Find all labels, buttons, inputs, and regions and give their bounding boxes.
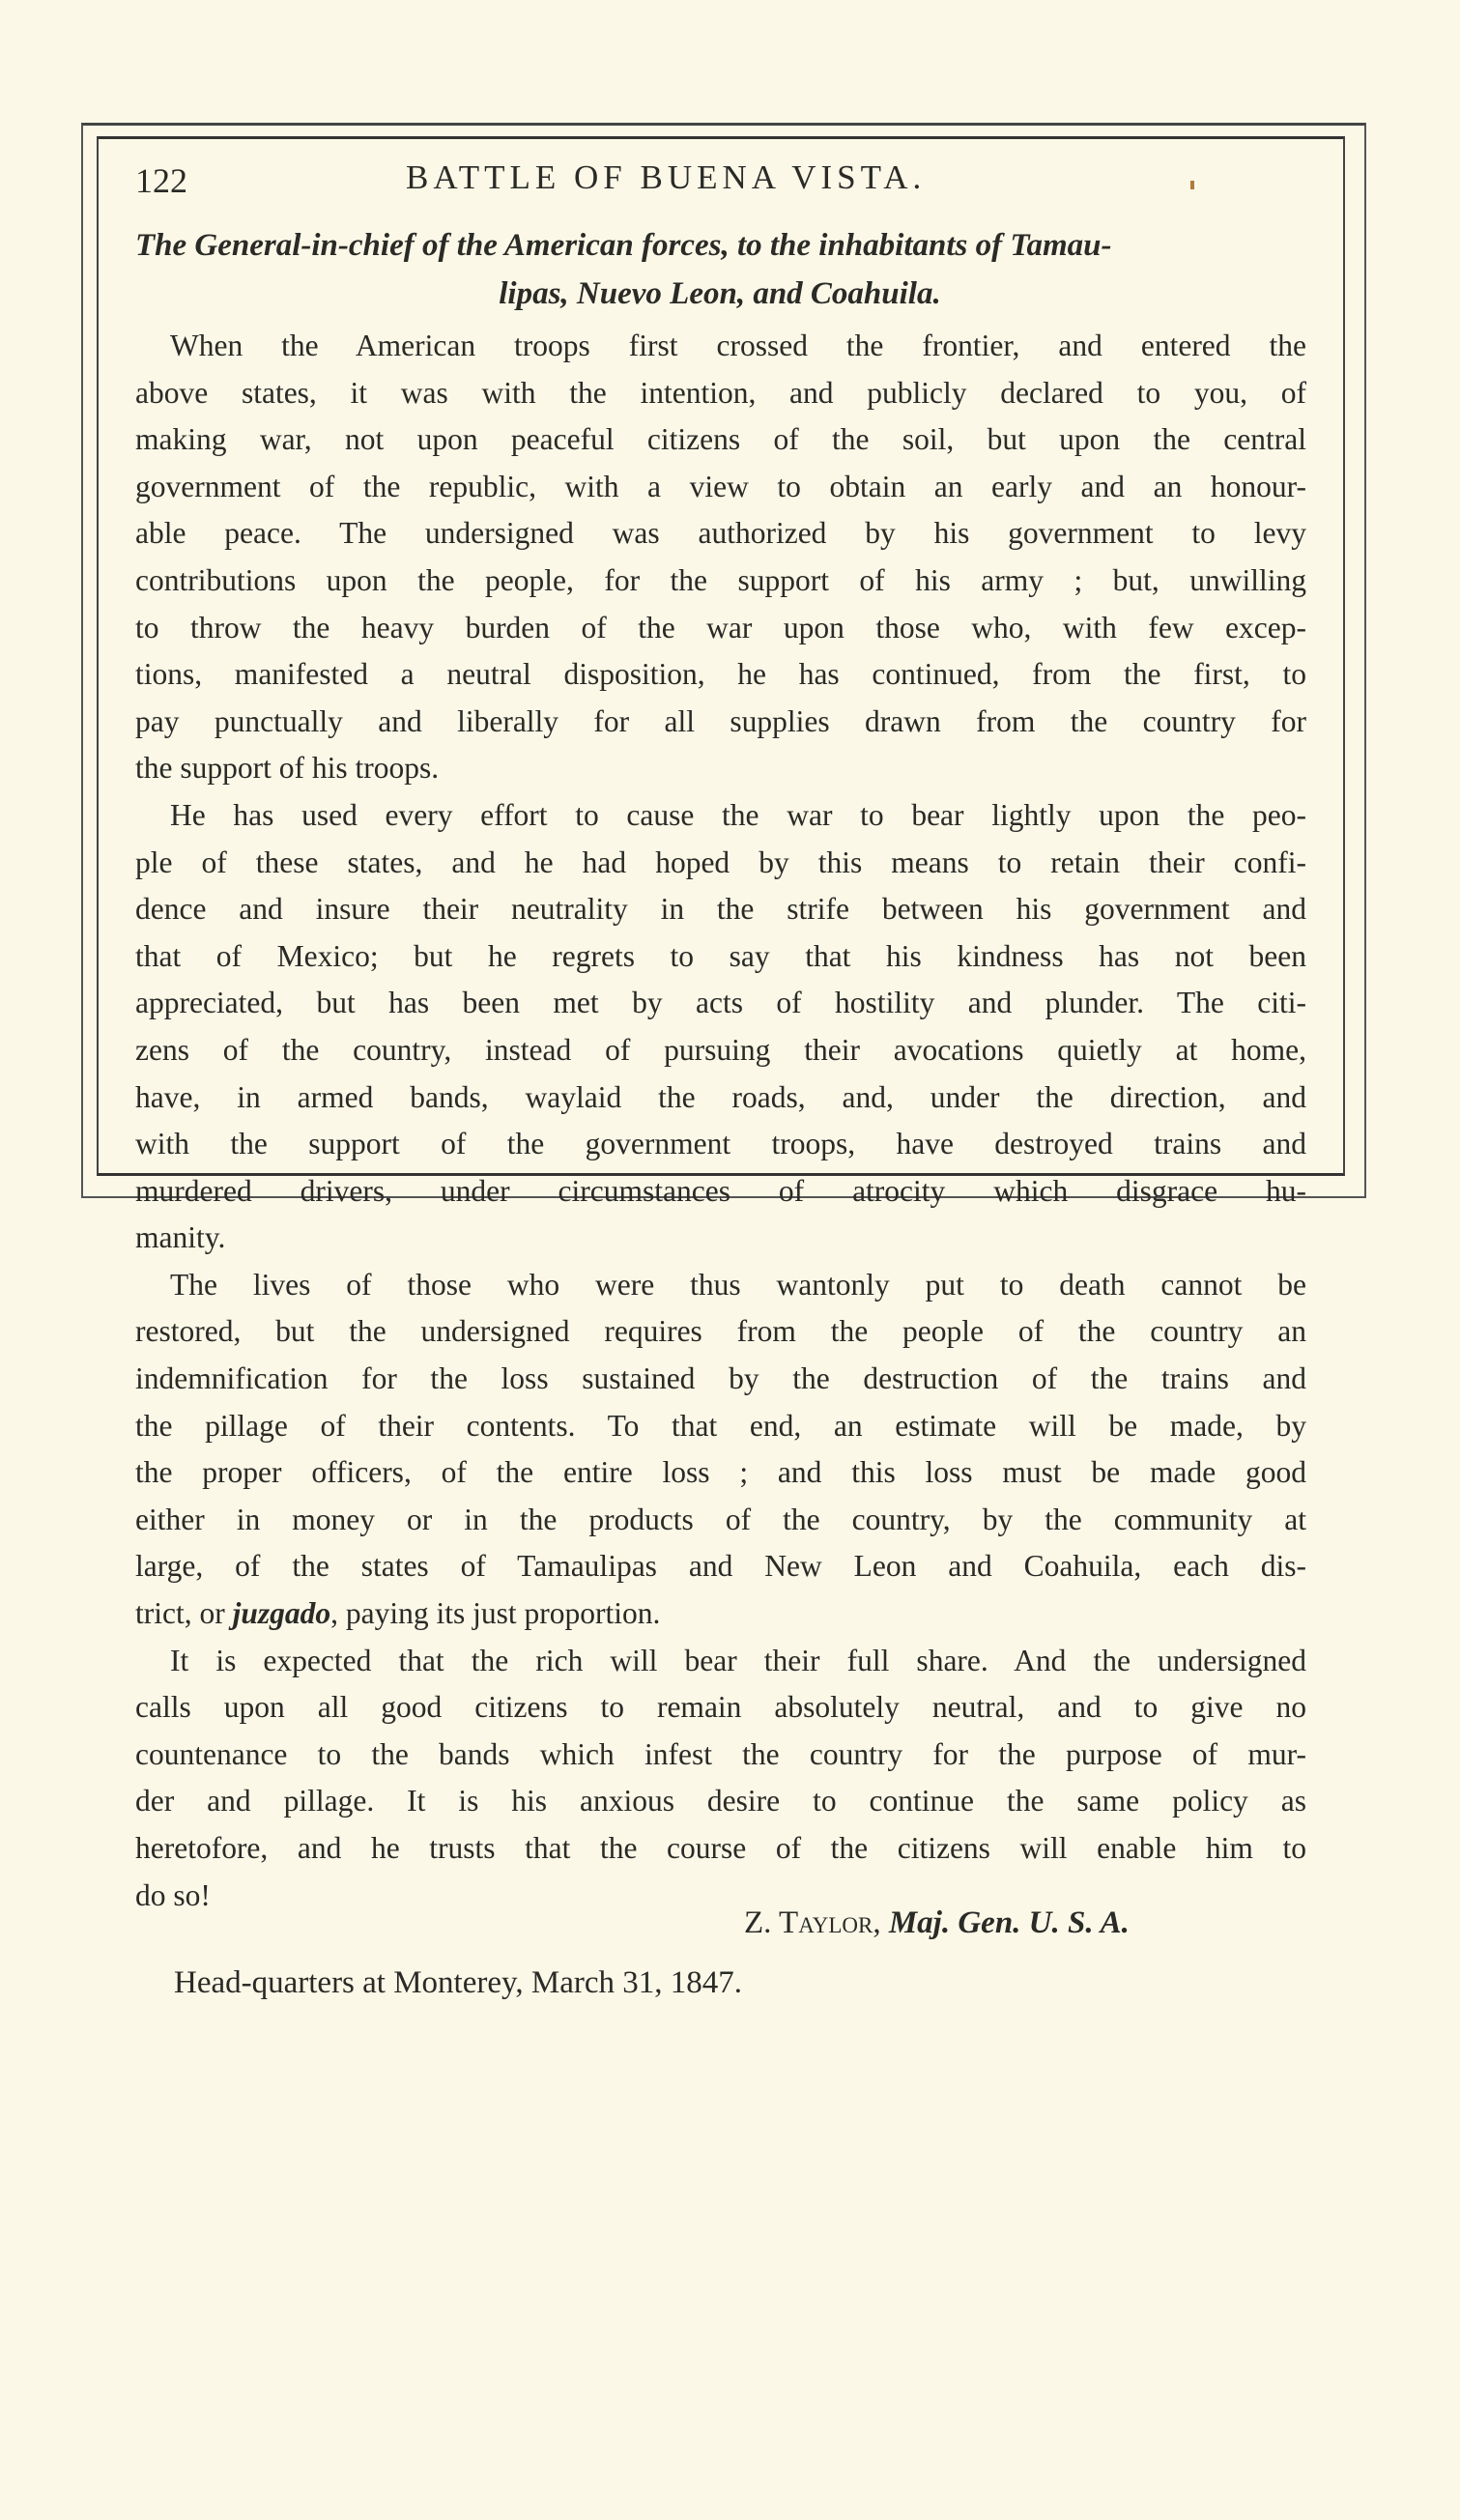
text-line: government of the republic, with a view to obtain an early and an honour- [135,469,1306,503]
signature [744,1905,1130,1941]
text-line: When the American troops first crossed the frontier, and entered the [170,329,1306,362]
text-line: the pillage of their contents. To that end, an estimate will be made, by [135,1408,1306,1443]
italic-term: juzgado [232,1596,331,1631]
text-line: ple of these states, and he had hoped by this means to retain their confi- [135,845,1306,879]
text-line: have, in armed bands, waylaid the roads, and, under the direction, and [135,1079,1306,1114]
text-line: restored, but the undersigned requires from the people of the country an [135,1314,1306,1349]
proclamation-title-line-2: lipas, Nuevo Leon, and Coahuila. [499,276,941,311]
text-line: do so! [135,1877,211,1912]
text-line: appreciated, but has been met by acts of hostility and plunder. The citi- [135,986,1306,1020]
proclamation-body [135,323,1306,1919]
text-line: pay punctually and liberally for all supplies drawn from the country for [135,703,1306,738]
ink-speck [1190,181,1194,189]
text-line: It is expected that the rich will bear their full share. And the undersigned [170,1643,1306,1677]
running-head: BATTLE OF BUENA VISTA. [406,158,927,196]
proclamation-title-line-1: The General-in-chief of the American forces, to the inhabitants of Tamau- [135,228,1112,263]
text-line: murdered drivers, under circumstances of atrocity which disgrace hu- [135,1173,1306,1208]
text-line: countenance to the bands which infest the country for the purpose of mur- [135,1736,1306,1771]
signature-rank: Maj. Gen. U. S. A. [888,1905,1130,1940]
text-line: the proper officers, of the entire loss ; and this loss must be made good [135,1455,1306,1490]
text-line: He has used every effort to cause the war to bear lightly upon the peo- [170,797,1306,832]
text-line: dence and insure their neutrality in the strife between his government and [135,892,1306,927]
text-line: The lives of those who were thus wantonly put to death cannot be [170,1267,1306,1302]
text-line: with the support of the government troops, have destroyed trains and [135,1127,1306,1161]
dateline: Head-quarters at Monterey, March 31, 1847. [174,1965,742,2000]
text-line: the support of his troops. [135,751,440,786]
text-line: calls upon all good citizens to remain absolutely neutral, and to give no [135,1690,1306,1725]
text-line: tions, manifested a neutral disposition, he has continued, from the first, to [135,657,1306,692]
text-line: either in money or in the products of the country, by the community at [135,1502,1306,1536]
text-line: that of Mexico; but he regrets to say that his kindness has not been [135,938,1306,973]
text-line: der and pillage. It is his anxious desire to continue the same policy as [135,1784,1306,1818]
text-line: heretofore, and he trusts that the course of the citizens will enable him to [135,1831,1306,1865]
text-line: indemnification for the loss sustained by the destruction of the trains and [135,1361,1306,1396]
text-line: making war, not upon peaceful citizens of the soil, but upon the central [135,422,1306,457]
text-line: large, of the states of Tamaulipas and New Leon and Coahuila, each dis- [135,1549,1306,1584]
text-line: contributions upon the people, for the support of his army ; but, unwilling [135,562,1306,597]
page-number: 122 [135,161,187,200]
text-line: trict, or juzgado, paying its just proportion. [135,1596,661,1631]
text-line: zens of the country, instead of pursuing their avocations quietly at home, [135,1032,1306,1067]
text-line: to throw the heavy burden of the war upon those who, with few excep- [135,610,1306,644]
text-line: above states, it was with the intention, and publicly declared to you, of [135,375,1306,410]
text-line: manity. [135,1220,226,1255]
text-line: able peace. The undersigned was authorized by his government to levy [135,516,1306,551]
signature-name: Z. Taylor, [744,1905,881,1940]
